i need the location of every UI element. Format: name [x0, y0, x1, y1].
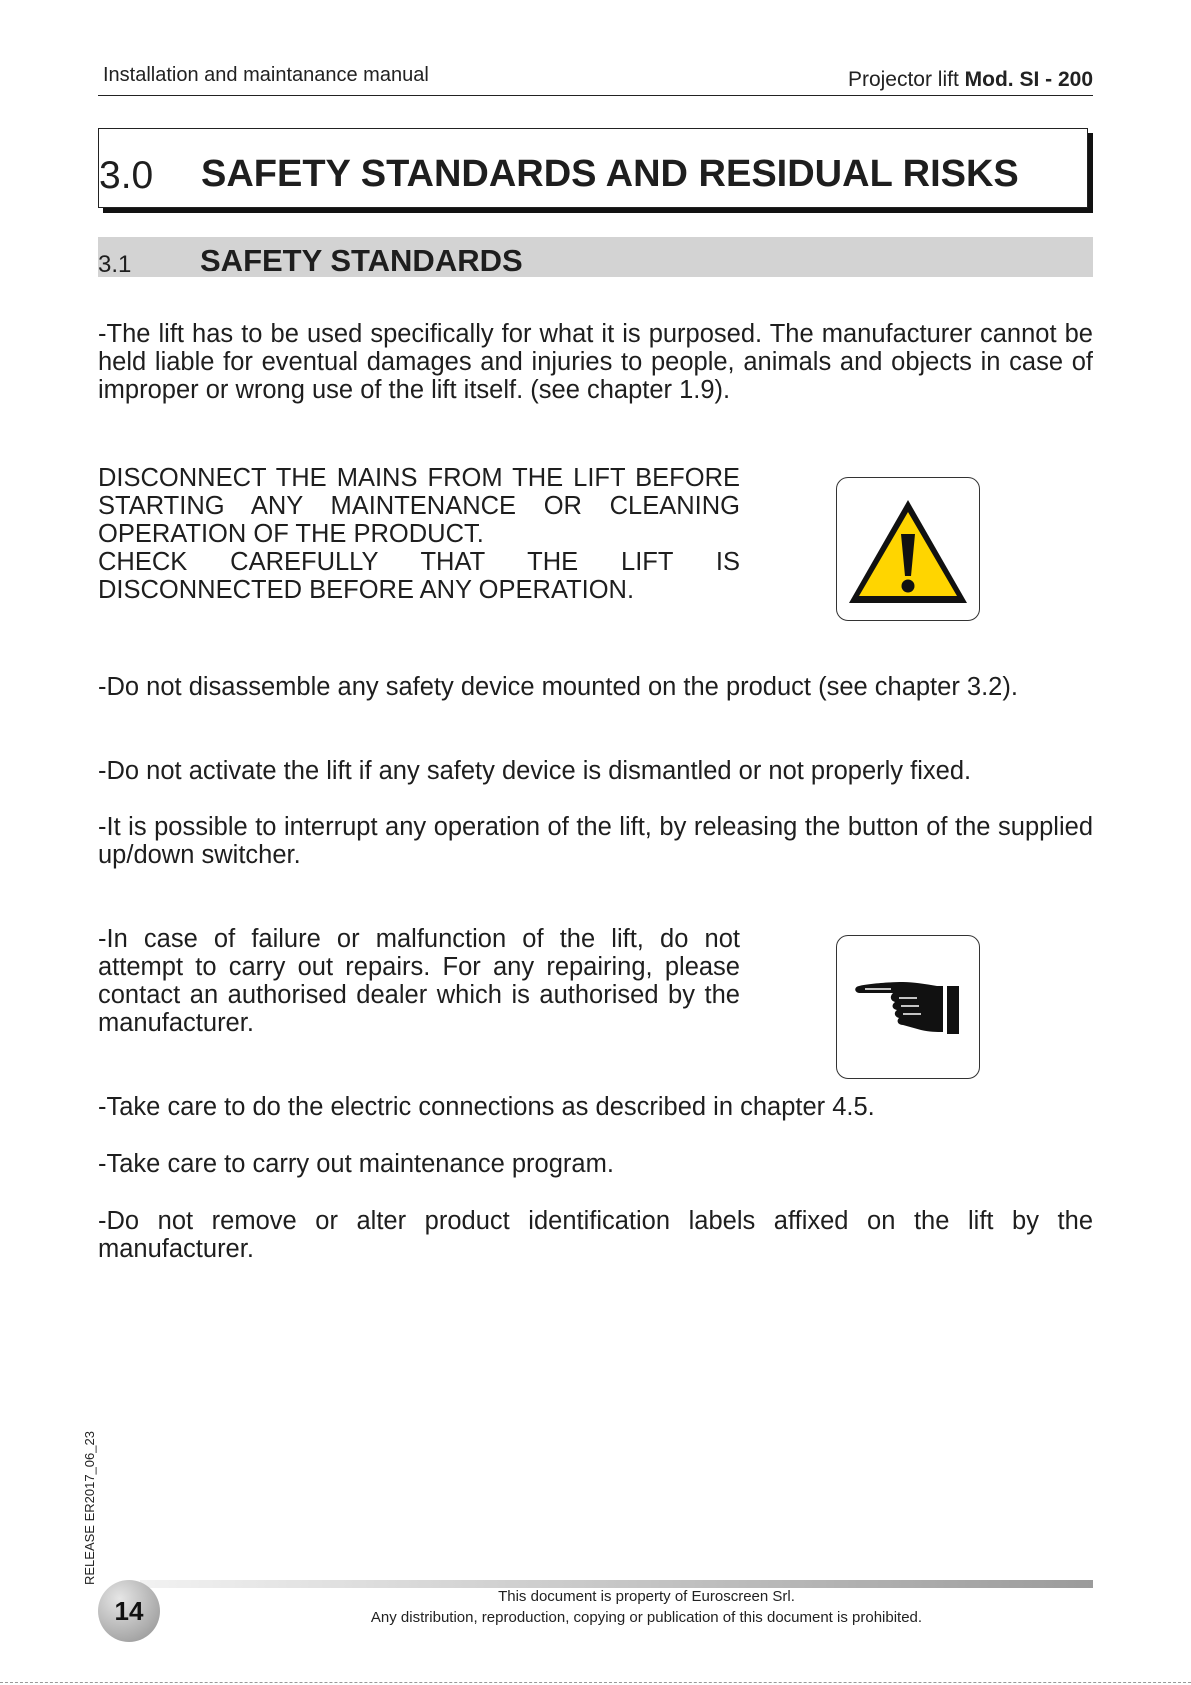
- footer-property-note: This document is property of Euroscreen Srl.: [498, 1588, 795, 1605]
- product-model: [848, 68, 1093, 92]
- warning-disconnect-mains: DISCONNECT THE MAINS FROM THE LIFT BEFORE STARTING ANY MAINTENANCE OR CLEANING OPERATION OF THE PRODUCT.: [98, 464, 740, 548]
- section-heading: [98, 237, 1093, 277]
- warning-triangle-icon: [836, 477, 980, 621]
- product-prefix: Projector lift: [847, 68, 965, 91]
- warning-check-disconnected: CHECK CAREFULLY THAT THE LIFT IS DISCONNECTED BEFORE ANY OPERATION.: [98, 548, 740, 604]
- paragraph-failure: -In case of failure or malfunction of the lift, do not attempt to carry out repairs. For any repairing, please contact an authorised dealer which is authorised by the manufacturer.: [98, 925, 740, 1037]
- section-title: SAFETY STANDARDS: [200, 243, 523, 278]
- chapter-title: SAFETY STANDARDS AND RESIDUAL RISKS: [201, 153, 1019, 195]
- section-number: 3.1: [98, 251, 132, 278]
- paragraph-interrupt: -It is possible to interrupt any operation of the lift, by releasing the button of the supplied up/down switcher.: [98, 813, 1093, 869]
- model-name: Mod. SI - 200: [964, 68, 1093, 91]
- paragraph-intended-use: -The lift has to be used specifically for what it is purposed. The manufacturer cannot be held liable for eventual damages and injuries to people, animals and objects in case of improper or wrong use of the lift itself. (see chapter 1.9).: [98, 320, 1093, 404]
- footer-divider: [140, 1580, 1093, 1588]
- paragraph-do-not-activate: -Do not activate the lift if any safety device is dismantled or not properly fixed.: [98, 757, 972, 785]
- page-number: 14: [114, 1596, 144, 1626]
- page-number-badge: [98, 1580, 160, 1642]
- release-label: RELEASE ER2017_06_23: [82, 1431, 97, 1585]
- chapter-heading: [98, 128, 1088, 208]
- page-edge: [0, 1682, 1191, 1683]
- paragraph-maintenance: -Take care to carry out maintenance program.: [98, 1150, 614, 1178]
- chapter-number: 3.0: [99, 154, 154, 197]
- paragraph-labels: -Do not remove or alter product identification labels affixed on the lift by the manufacturer.: [98, 1207, 1093, 1263]
- pointing-hand-icon: [836, 935, 980, 1079]
- paragraph-electric-connections: -Take care to do the electric connections as described in chapter 4.5.: [98, 1093, 875, 1121]
- manual-title: Installation and maintanance manual: [103, 64, 429, 86]
- header-divider: [98, 95, 1093, 96]
- footer-distribution-note: Any distribution, reproduction, copying or publication of this document is prohibited.: [370, 1609, 923, 1626]
- paragraph-safety-devices: -Do not disassemble any safety device mounted on the product (see chapter 3.2).: [98, 673, 1018, 701]
